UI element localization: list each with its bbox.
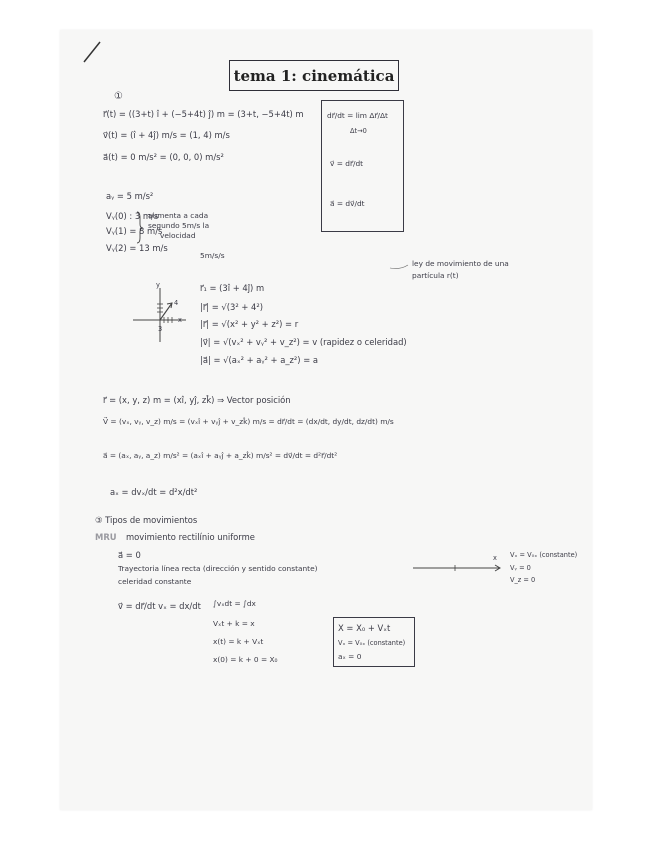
step-2: x(t) = k + Vₓt — [213, 637, 264, 646]
law-note-line-1: ley de movimiento de una — [412, 259, 509, 268]
mru-title: movimiento rectilínio uniforme — [126, 532, 255, 542]
velocity-vector: V⃗ = (vₓ, vᵧ, v_z) m/s = (vₓî + vᵧĵ + v_zk̂) m/s = dr⃗/dt = (dx/dt, dy/dt, dz/dt) m/s — [103, 417, 394, 426]
note-line-3: velocidad — [160, 231, 196, 240]
modulus-v: |v⃗| = √(vₓ² + vᵧ² + v_z²) = v (rapidez o celeridad) — [200, 337, 407, 347]
right-line-1: Vₓ = V₀ₓ (constante) — [510, 551, 578, 559]
modulus-r-general: |r⃗| = √(x² + y² + z²) = r — [200, 319, 299, 329]
tick-4-label: 4 — [174, 299, 179, 307]
modulus-a: |a⃗| = √(aₓ² + aᵧ² + a_z²) = a — [200, 355, 319, 365]
mru-box-line-2: Vₓ = V₀ₓ (constante) — [338, 639, 406, 647]
section-1-number: ① — [114, 91, 123, 102]
right-line-3: V_z = 0 — [510, 576, 536, 584]
def-acceleration: a⃗ = dv⃗/dt — [330, 199, 365, 208]
position-vector: r⃗ = (x, y, z) m = (xî, yĵ, zk̂) ⇒ Vector posición — [103, 395, 291, 405]
modulus-r: |r⃗| = √(3² + 4²) — [200, 302, 264, 312]
vy2-value: Vᵧ(2) = 13 m/s — [106, 243, 168, 253]
vy0-value: Vᵧ(0) : 3 m/s — [106, 211, 159, 221]
note-rate: 5m/s/s — [200, 251, 225, 260]
vector-r1: r⃗₁ = (3î + 4ĵ) m — [200, 283, 265, 293]
right-line-2: Vᵧ = 0 — [510, 564, 531, 572]
celerity-note: celeridad constante — [118, 577, 192, 586]
section-3-heading: ③ Tipos de movimientos — [95, 515, 198, 525]
vy1-value: Vᵧ(1) = 8 m/s — [106, 226, 163, 236]
mru-box-line-1: X = X₀ + Vₓt — [338, 623, 391, 633]
axis-x-label: x — [178, 316, 182, 324]
def-dr-dt: dr⃗/dt = lim Δr⃗/Δt — [327, 111, 388, 120]
step-3: x(0) = k + 0 = X₀ — [213, 655, 278, 664]
position-function: r⃗(t) = ((3+t) î + (−5+4t) ĵ) m = (3+t, −5+4t) m — [103, 109, 304, 119]
def-velocity: v⃗ = dr⃗/dt — [330, 159, 364, 168]
mru-tag: MRU — [95, 532, 117, 542]
tick-3-label: 3 — [158, 325, 163, 333]
mru-axis-label: x — [493, 554, 497, 562]
corner-pen-mark — [84, 42, 100, 62]
integral-step: ∫vₓdt = ∫dx — [213, 599, 256, 608]
ax-derivative: aₓ = dvₓ/dt = d²x/dt² — [110, 487, 198, 497]
def-limit: Δt→0 — [350, 127, 367, 135]
vector-arrow — [160, 303, 172, 320]
velocity-function: v⃗(t) = (î + 4ĵ) m/s = (1, 4) m/s — [103, 130, 230, 140]
law-note-line-2: partícula r(t) — [412, 271, 459, 280]
v-derivative: v⃗ = dr⃗/dt vₓ = dx/dt — [118, 601, 201, 611]
note-line-2: segundo 5m/s la — [148, 221, 210, 230]
mru-box-line-3: aₓ = 0 — [338, 652, 362, 661]
acceleration-function: a⃗(t) = 0 m/s² = (0, 0, 0) m/s² — [103, 152, 224, 162]
ay-value: aᵧ = 5 m/s² — [106, 191, 154, 201]
page-title: tema 1: cinemática — [229, 60, 399, 91]
a-zero: a⃗ = 0 — [118, 550, 141, 560]
axis-y-label: y — [156, 281, 160, 289]
step-1: Vₓt + k = x — [213, 619, 255, 628]
acceleration-vector: a⃗ = (aₓ, aᵧ, a_z) m/s² = (aₓî + aᵧĵ + a_zk̂) m/s² = dv⃗/dt = d²r⃗/dt² — [103, 451, 338, 460]
note-line-1: aumenta a cada — [148, 211, 209, 220]
trajectory-note: Trayectoria línea recta (dirección y sentido constante) — [118, 564, 318, 573]
